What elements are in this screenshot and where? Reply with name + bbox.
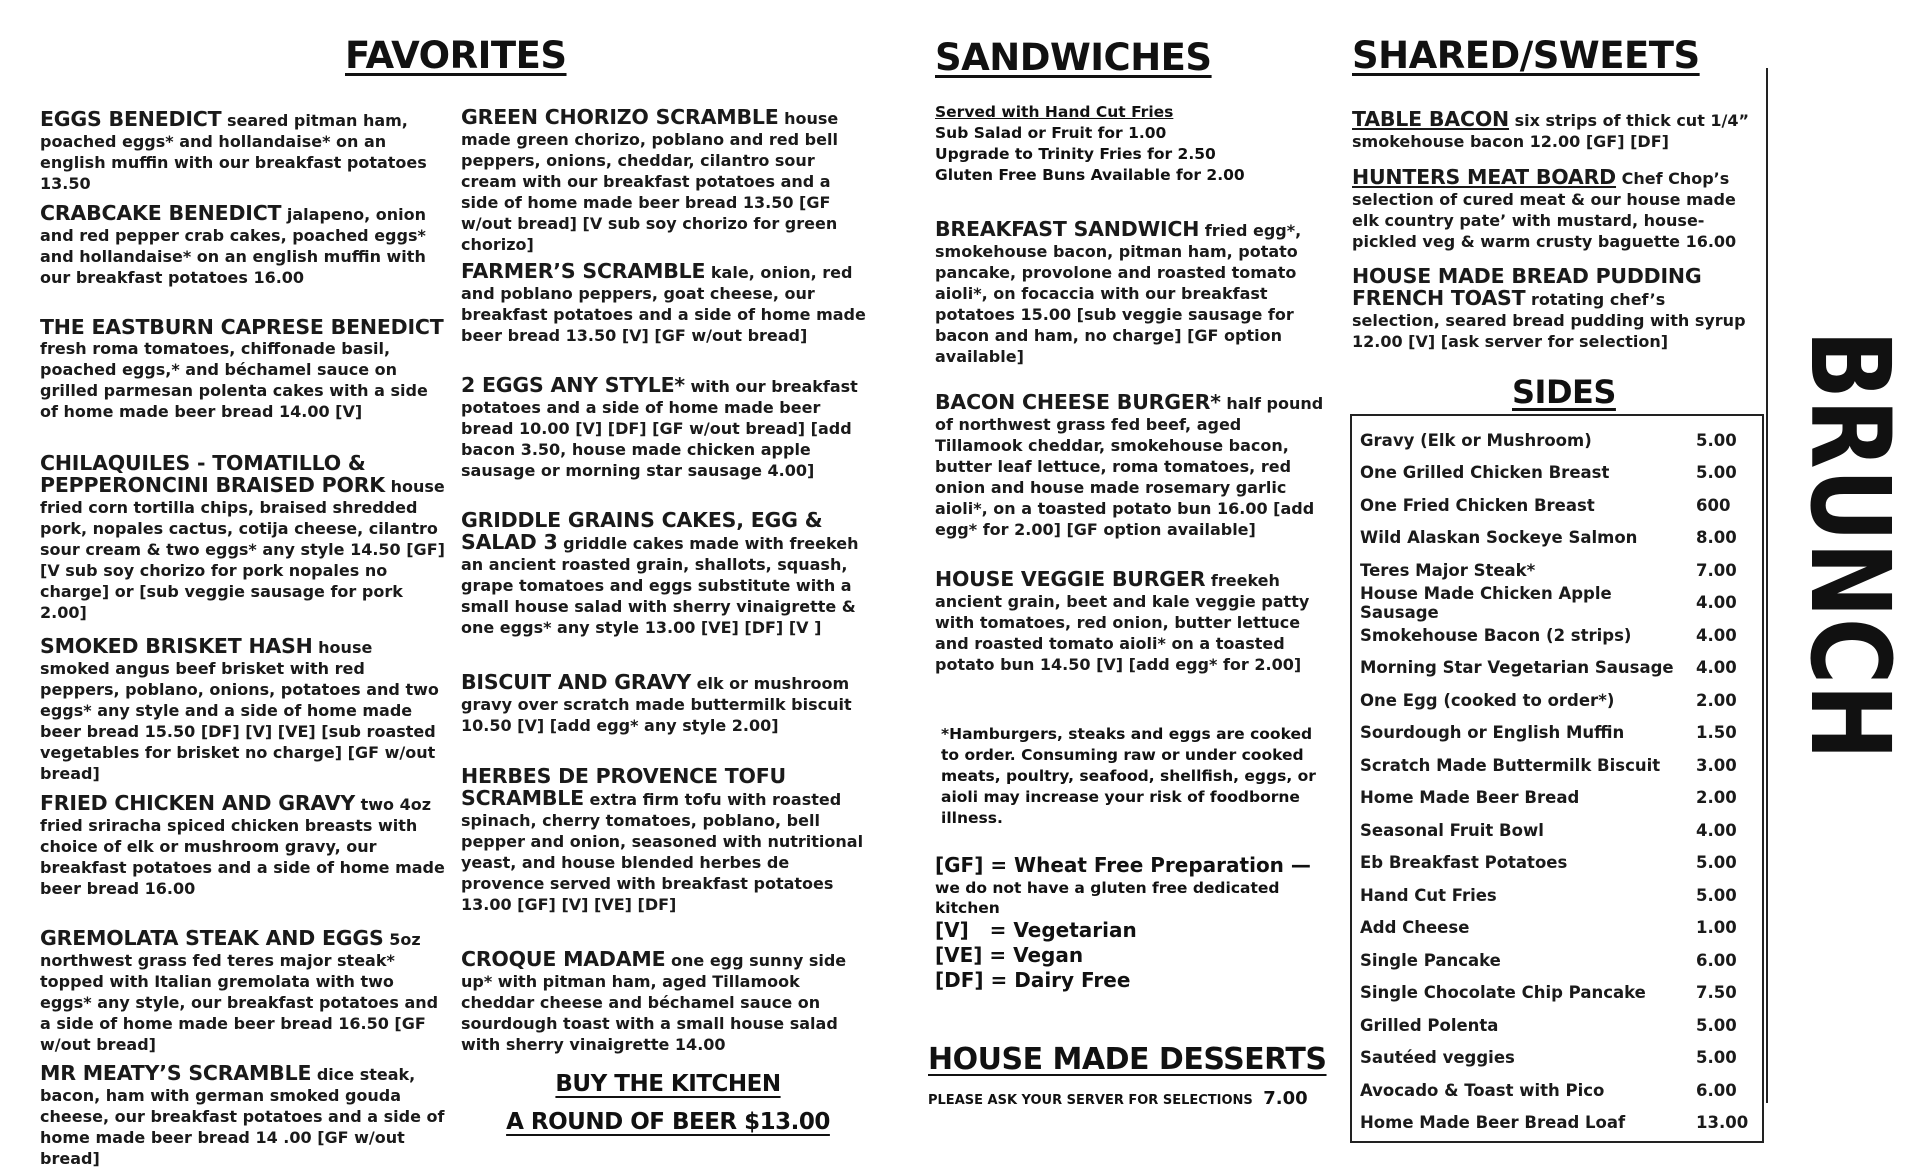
menu-item: BACON CHEESE BURGER* half pound of northwest grass fed beef, aged Tillamook cheddar, smokehouse bacon, butter leaf lettuce, roma tomatoes, red onion and house made rosemary garlic aioli*, on a toasted potato bun 16.00 [add egg* for 2.00] [GF option available] (935, 390, 1324, 539)
legend-df: [DF] = Dairy Free (935, 968, 1131, 992)
side-row: Single Pancake 6.00 (1360, 950, 1737, 970)
sides-title: SIDES (1512, 373, 1616, 411)
legend-ve: [VE] = Vegan (935, 943, 1084, 967)
side-row: Sautéed veggies 5.00 (1360, 1048, 1737, 1068)
side-row: Single Chocolate Chip Pancake 7.50 (1360, 983, 1737, 1003)
desserts-line (928, 1088, 1308, 1111)
buy-line-2: A ROUND OF BEER $13.00 (506, 1109, 830, 1135)
menu-item: CROQUE MADAME one egg sunny side up* with pitman ham, aged Tillamook cheddar cheese and béchamel sauce on sourdough toast with a small house salad with sherry vinaigrette 14.00 (461, 947, 847, 1054)
brunch-text: BRUNCH (1786, 330, 1914, 853)
side-row: Smokehouse Bacon (2 strips) 4.00 (1360, 625, 1737, 645)
side-row: Teres Major Steak* 7.00 (1360, 560, 1737, 580)
menu-item: EGGS BENEDICT seared pitman ham, poached eggs* and hollandaise* on an english muffin with our breakfast potatoes 13.50 (40, 107, 427, 193)
menu-item: GREMOLATA STEAK AND EGGS 5oz northwest grass fed teres major steak* topped with Italian gremolata with two eggs* any style, our breakfast potatoes and a side of home made beer bread 16.50 [GF w/out bread] (40, 926, 439, 1054)
sides-table (1350, 414, 1764, 1143)
menu-item: FRIED CHICKEN AND GRAVY two 4oz fried sriracha spiced chicken breasts with choice of elk or mushroom gravy, our breakfast potatoes and a side of home made beer bread 16.00 (40, 791, 445, 898)
side-row: Morning Star Vegetarian Sausage 4.00 (1360, 658, 1737, 678)
shared-sweets-title: SHARED/SWEETS (1352, 34, 1700, 77)
side-row: Home Made Beer Bread Loaf 13.00 (1360, 1113, 1749, 1133)
legend-gf-note: we do not have a gluten free dedicated kitchen (935, 879, 1280, 917)
menu-item: SMOKED BRISKET HASH house smoked angus beef brisket with red peppers, poblano, onions, potatoes and two eggs* any style and a side of home made beer bread 15.50 [DF] [V] [VE] [sub roasted vegetables for brisket no charge] [GF w/out bread] (40, 634, 439, 783)
food-warning: *Hamburgers, steaks and eggs are cooked to order. Consuming raw or under cooked meats, poultry, seafood, shellfish, eggs, or aioli may increase your risk of foodborne illness. (941, 725, 1316, 827)
brunch-banner (1786, 330, 1914, 853)
note: Gluten Free Buns Available for 2.00 (935, 166, 1245, 184)
sandwich-notes (935, 102, 1330, 186)
note: Sub Salad or Fruit for 1.00 (935, 124, 1167, 142)
legend-v: [V] = Vegetarian (935, 918, 1137, 942)
menu-item: HUNTERS MEAT BOARD Chef Chop’s selection of cured meat & our house made elk country pate’ with mustard, house-pickled veg & warm crusty baguette 16.00 (1352, 165, 1737, 251)
favorites-title: FAVORITES (345, 34, 567, 77)
menu-item: HOUSE VEGGIE BURGER freekeh ancient grain, beet and kale veggie patty with tomatoes, red onion, butter lettuce and roasted tomato aioli* on a toasted potato bun 14.50 [V] [add egg* for 2.00] (935, 567, 1310, 674)
menu-item: FARMER’S SCRAMBLE kale, onion, red and poblano peppers, goat cheese, our breakfast potatoes and a side of home made beer bread 13.50 [V] [GF w/out bread] (461, 259, 866, 345)
served-with: Served with Hand Cut Fries (935, 103, 1174, 121)
side-row: One Fried Chicken Breast 600 (1360, 495, 1731, 515)
menu-item: HOUSE MADE BREAD PUDDING FRENCH TOAST rotating chef’s selection, seared bread pudding with syrup 12.00 [V] [ask server for selection] (1352, 264, 1746, 351)
menu-item: TABLE BACON six strips of thick cut 1/4” smokehouse bacon 12.00 [GF] [DF] (1352, 107, 1750, 151)
menu-item: CHILAQUILES - TOMATILLO & PEPPERONCINI BRAISED PORK house fried corn tortilla chips, braised shredded pork, nopales cactus, cotija cheese, cilantro sour cream & two eggs* any style 14.50 [GF] [V sub soy chorizo for pork nopales no charge] or [sub veggie sausage for pork 2.00] (40, 451, 445, 622)
buy-line-1: BUY THE KITCHEN (555, 1071, 781, 1097)
side-row: Grilled Polenta 5.00 (1360, 1015, 1737, 1035)
menu-item: GRIDDLE GRAINS CAKES, EGG & SALAD 3 griddle cakes made with freekeh an ancient roasted grain, shallots, squash, grape tomatoes and eggs substitute with a small house salad with sherry vinaigrette & one eggs* any style 13.00 [VE] [DF] [V ] (461, 508, 859, 637)
side-row: One Grilled Chicken Breast 5.00 (1360, 463, 1737, 483)
side-row: Seasonal Fruit Bowl 4.00 (1360, 820, 1737, 840)
side-row: Eb Breakfast Potatoes 5.00 (1360, 853, 1737, 873)
side-row: Sourdough or English Muffin 1.50 (1360, 723, 1737, 743)
buy-the-kitchen (461, 1069, 875, 1137)
note: Upgrade to Trinity Fries for 2.50 (935, 145, 1216, 163)
menu-item: BISCUIT AND GRAVY elk or mushroom gravy over scratch made buttermilk biscuit 10.50 [V] [add egg* any style 2.00] (461, 670, 852, 735)
menu-item: 2 EGGS ANY STYLE* with our breakfast potatoes and a side of home made beer bread 10.00 [V] [DF] [GF w/out bread] [add bacon 3.50, house made chicken apple sausage or morning star sausage 4.00] (461, 373, 858, 480)
side-row: Wild Alaskan Sockeye Salmon 8.00 (1360, 528, 1737, 548)
menu-item: BREAKFAST SANDWICH fried egg*, smokehouse bacon, pitman ham, potato pancake, provolone and roasted tomato aioli*, on focaccia with our breakfast potatoes 15.00 [sub veggie sausage for bacon and ham, no charge] [GF option available] (935, 217, 1302, 366)
menu-item: MR MEATY’S SCRAMBLE dice steak, bacon, ham with german smoked gouda cheese, our breakfast potatoes and a side of home made beer bread 14 .00 [GF w/out bread] (40, 1061, 445, 1168)
desserts-price: 7.00 (1263, 1088, 1308, 1109)
side-row: Gravy (Elk or Mushroom) 5.00 (1360, 430, 1737, 450)
side-row: Home Made Beer Bread 2.00 (1360, 788, 1737, 808)
menu-item: CRABCAKE BENEDICT jalapeno, onion and red pepper crab cakes, poached eggs* and hollandaise* on an english muffin with our breakfast potatoes 16.00 (40, 201, 427, 287)
side-row: One Egg (cooked to order*) 2.00 (1360, 690, 1737, 710)
desserts-title: HOUSE MADE DESSERTS (928, 1042, 1327, 1077)
sandwiches-title: SANDWICHES (935, 36, 1212, 79)
side-row: Hand Cut Fries 5.00 (1360, 885, 1737, 905)
divider-line (1766, 68, 1768, 1103)
side-row: Scratch Made Buttermilk Biscuit 3.00 (1360, 755, 1737, 775)
side-row: House Made Chicken Apple Sausage 4.00 (1360, 583, 1737, 622)
diet-legend (935, 853, 1330, 993)
desserts-note: PLEASE ASK YOUR SERVER FOR SELECTIONS (928, 1093, 1253, 1108)
menu-item: HERBES DE PROVENCE TOFU SCRAMBLE extra firm tofu with roasted spinach, cherry tomatoes, poblano, bell pepper and onion, seasoned with nutritional yeast, and house blended herbes de provence served with breakfast potatoes 13.00 [GF] [V] [VE] [DF] (461, 764, 864, 914)
side-row: Avocado & Toast with Pico 6.00 (1360, 1080, 1737, 1100)
legend-gf: [GF] = Wheat Free Preparation — (935, 853, 1311, 877)
side-row: Add Cheese 1.00 (1360, 918, 1737, 938)
menu-item: THE EASTBURN CAPRESE BENEDICT fresh roma tomatoes, chiffonade basil, poached eggs,* and béchamel sauce on grilled parmesan polenta cakes with a side of home made beer bread 14.00 [V] (40, 315, 444, 421)
menu-item: GREEN CHORIZO SCRAMBLE house made green chorizo, poblano and red bell peppers, onions, cheddar, cilantro sour cream with our breakfast potatoes and a side of home made beer bread 13.50 [GF w/out bread] [V sub soy chorizo for green chorizo] (461, 105, 839, 254)
